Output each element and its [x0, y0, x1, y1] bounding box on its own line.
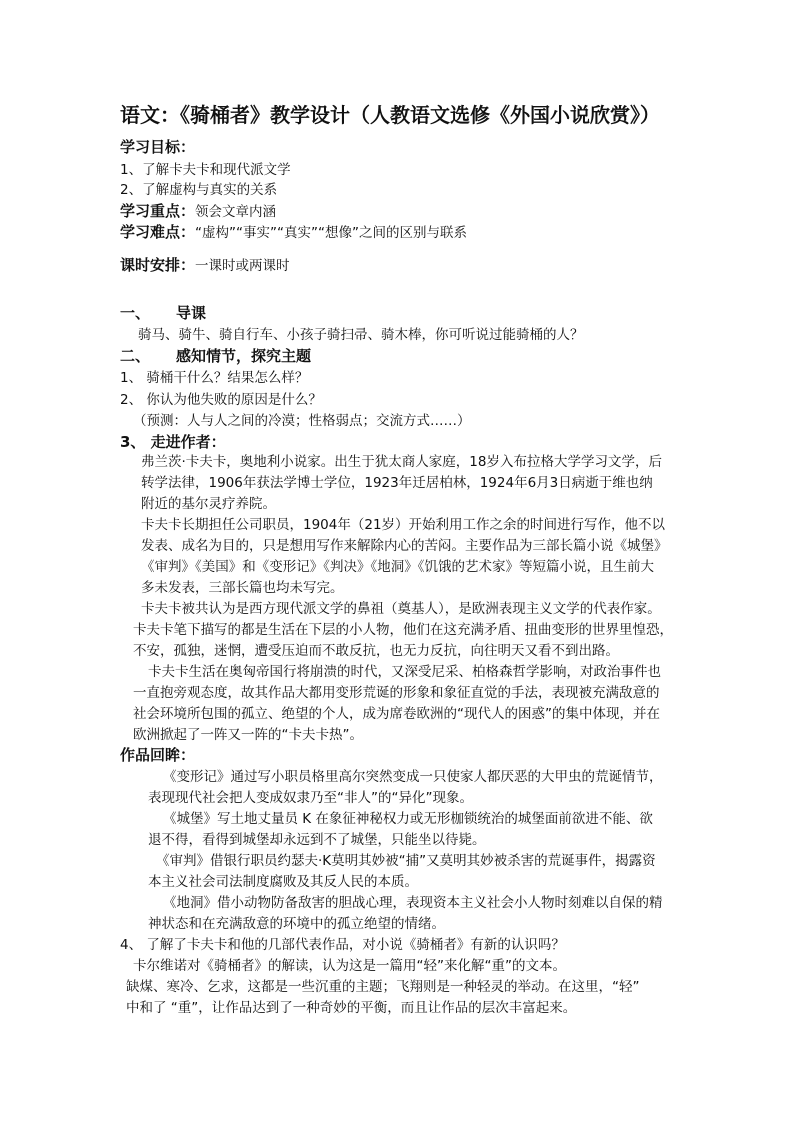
section4-line: 缺煤、寒冷、乞求，这都是一些沉重的主题；飞翔则是一种轻灵的举动。在这里，“轻” — [126, 979, 640, 995]
works-line: 《审判》借银行职员约瑟夫·K莫明其妙被“捕”又莫明其妙被杀害的荒诞事件，揭露资 — [156, 853, 656, 869]
author-paragraph-line: 不安，孤独，迷惘，遭受压迫而不敢反抗，也无力反抗，向往明天又看不到出路。 — [133, 643, 619, 659]
schedule-label: 课时安排： — [120, 256, 196, 274]
works-heading: 作品回眸： — [120, 746, 196, 764]
question-3: 3、 走进作者： — [120, 433, 226, 451]
page-title: 语文：《骑桶者》教学设计（人教语文选修《外国小说欣赏》） — [120, 103, 660, 127]
difficulty-label: 学习难点： — [120, 223, 196, 241]
objective-item: 2、了解虚构与真实的关系 — [120, 182, 278, 198]
question-4: 4、 了解了卡夫卡和他的几部代表作品，对小说《骑桶者》有新的认识吗？ — [120, 937, 565, 953]
section1-title: 导课 — [176, 304, 207, 322]
question-2: 2、 你认为他失败的原因是什么？ — [120, 392, 322, 408]
author-paragraph-line: 社会环境所包围的孤立、绝望的个人，成为席卷欧洲的“现代人的困惑”的集中体现，并在 — [133, 706, 660, 722]
author-paragraph-line: 多未发表，三部长篇也均未写完。 — [141, 580, 344, 596]
works-line: 《地洞》借小动物防备敌害的胆战心理，表现资本主义社会小人物时刻难以自保的精 — [163, 895, 663, 911]
objective-item: 1、了解卡夫卡和现代派文学 — [120, 162, 291, 178]
author-paragraph-line: 转学法律，1906年获法学博士学位，1923年迁居柏林，1924年6月3日病逝于维也纳 — [141, 475, 653, 491]
section1-heading — [120, 303, 206, 323]
key-point — [120, 201, 276, 222]
author-paragraph-line: 《审判》《美国》和《变形记》《判决》《地洞》《饥饿的艺术家》等短篇小说，且生前大 — [141, 559, 654, 575]
section4-line: 中和了 “重”，让作品达到了一种奇妙的平衡，而且让作品的层次丰富起来。 — [126, 1000, 577, 1016]
key-point-label: 学习重点： — [120, 202, 196, 220]
author-paragraph-line: 卡夫卡被共认为是西方现代派文学的鼻祖（奠基人），是欧洲表现主义文学的代表作家。 — [141, 601, 661, 617]
author-paragraph-line: 附近的基尔灵疗养院。 — [141, 496, 276, 512]
author-paragraph-line: 发表、成名为目的，只是想用写作来解除内心的苦闷。主要作品为三部长篇小说《城堡》 — [141, 538, 668, 554]
prediction-note: （预测：人与人之间的冷漠；性格弱点；交流方式……） — [133, 413, 471, 429]
works-line: 《变形记》通过写小职员格里高尔突然变成一只使家人都厌恶的大甲虫的荒诞情节， — [163, 769, 663, 785]
works-line: 表现现代社会把人变成奴隶乃至“非人”的“异化”现象。 — [148, 790, 473, 806]
section2-title: 感知情节，探究主题 — [176, 347, 312, 365]
author-paragraph-line: 欧洲掀起了一阵又一阵的“卡夫卡热”。 — [133, 727, 363, 743]
section4-line: 卡尔维诺对《骑桶者》的解读，认为这是一篇用“轻”来化解“重”的文本。 — [133, 958, 566, 974]
author-paragraph-line: 卡夫卡长期担任公司职员，1904年（21岁）开始利用工作之余的时间进行写作，他不以 — [141, 517, 666, 533]
section1-number: 一、 — [120, 304, 151, 322]
key-point-text: 领会文章内涵 — [195, 204, 277, 220]
objectives-heading: 学习目标： — [120, 138, 196, 156]
works-line: 退不得，看得到城堡却永远到不了城堡，只能坐以待毙。 — [148, 832, 486, 848]
difficulty-text: “虚构”“事实”“真实”“想像”之间的区别与联系 — [195, 225, 467, 241]
author-paragraph-line: 一直抱旁观态度，故其作品大都用变形荒诞的形象和象征直觉的手法，表现被充满敌意的 — [133, 685, 660, 701]
difficulty — [120, 222, 467, 243]
author-paragraph-line: 卡夫卡生活在奥匈帝国行将崩溃的时代，又深受尼采、柏格森哲学影响，对政治事件也 — [148, 664, 661, 680]
schedule-text: 一课时或两课时 — [195, 258, 290, 274]
schedule — [120, 255, 290, 276]
section2-number: 二、 — [120, 347, 151, 365]
works-line: 神状态和在充满敌意的环境中的孤立绝望的情绪。 — [148, 916, 445, 932]
question-1: 1、 骑桶干什么？结果怎么样？ — [120, 370, 309, 386]
section1-text: 骑马、骑牛、骑自行车、小孩子骑扫帚、骑木棒，你可听说过能骑桶的人？ — [138, 327, 584, 343]
works-line: 本主义社会司法制度腐败及其反人民的本质。 — [148, 874, 418, 890]
author-paragraph-line: 卡夫卡笔下描写的都是生活在下层的小人物，他们在这充满矛盾、扭曲变形的世界里惶恐， — [133, 622, 673, 638]
section2-heading — [120, 346, 311, 366]
author-paragraph-line: 弗兰茨·卡夫卡，奥地利小说家。出生于犹太商人家庭，18岁入布拉格大学学习文学，后 — [141, 454, 662, 470]
works-line: 《城堡》写土地丈量员 K 在象征神秘权力或无形枷锁统治的城堡面前欲进不能、欲 — [163, 811, 653, 827]
